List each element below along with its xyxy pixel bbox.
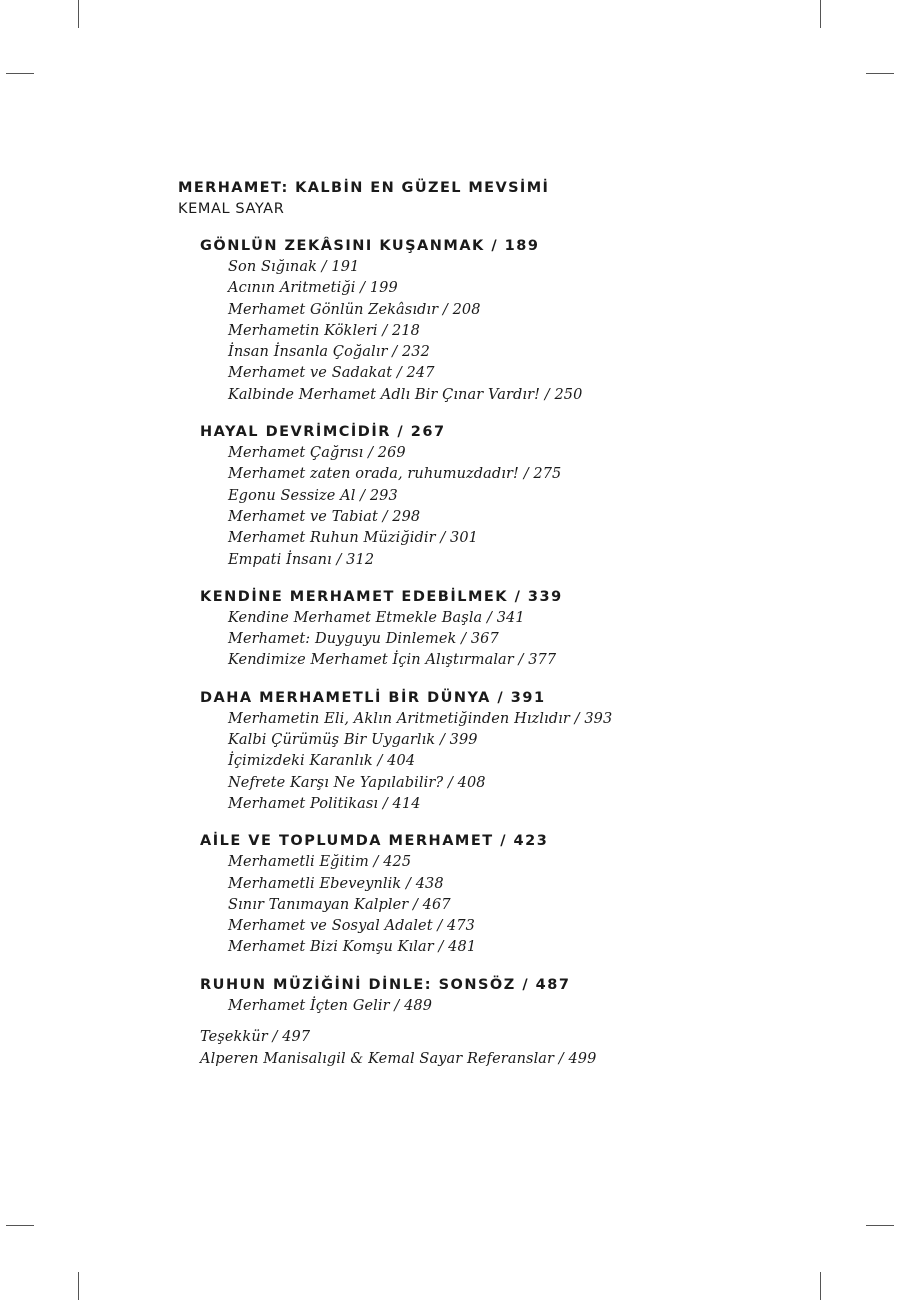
toc-entry: Kalbinde Merhamet Adlı Bir Çınar Vardır! / 250 xyxy=(228,386,583,403)
toc-entry: Empati İnsanı / 312 xyxy=(228,551,375,568)
crop-mark-left-top xyxy=(6,73,34,74)
section-heading: HAYAL DEVRİMCİDİR / 267 xyxy=(200,424,446,441)
toc-entry: Merhamet: Duyguyu Dinlemek / 367 xyxy=(228,631,499,648)
entry-list xyxy=(200,996,858,1017)
section-heading: AİLE VE TOPLUMDA MERHAMET / 423 xyxy=(200,833,549,850)
toc-section xyxy=(200,831,858,958)
entry-list xyxy=(200,608,858,672)
crop-mark-top-right xyxy=(820,0,821,28)
toc-entry: İçimizdeki Karanlık / 404 xyxy=(228,753,416,770)
toc-entry: Egonu Sessize Al / 293 xyxy=(228,487,398,504)
toc-entry: Merhametin Kökleri / 218 xyxy=(228,322,421,339)
toc-entry: Merhamet ve Tabiat / 298 xyxy=(228,508,421,525)
toc-section xyxy=(200,975,858,1017)
section-heading: DAHA MERHAMETLİ BİR DÜNYA / 391 xyxy=(200,689,546,706)
crop-mark-right-top xyxy=(866,73,894,74)
entry-list xyxy=(200,709,858,815)
toc-entry: İnsan İnsanla Çoğalır / 232 xyxy=(228,344,430,361)
toc-entry: Merhametin Eli, Aklın Aritmetiğinden Hızlıdır / 393 xyxy=(228,710,613,727)
toc-entry: Merhamet Bizi Komşu Kılar / 481 xyxy=(228,939,477,956)
toc-section xyxy=(200,422,858,571)
toc-section xyxy=(200,236,858,406)
toc-entry: Merhametli Eğitim / 425 xyxy=(228,854,412,871)
back-matter-entry: Alperen Manisalıgil & Kemal Sayar Referanslar / 499 xyxy=(200,1050,597,1067)
toc-entry: Son Sığınak / 191 xyxy=(228,259,360,275)
toc-entry: Merhametli Ebeveynlik / 438 xyxy=(228,875,444,892)
back-matter-entry: Teşekkür / 497 xyxy=(200,1029,311,1046)
book-author: KEMAL SAYAR xyxy=(178,201,285,217)
toc-entry: Sınır Tanımayan Kalpler / 467 xyxy=(228,896,451,913)
section-heading: RUHUN MÜZİĞİNİ DİNLE: SONSÖZ / 487 xyxy=(200,976,571,993)
toc-entry: Merhamet Çağrısı / 269 xyxy=(228,445,406,462)
toc-entry: Kendimize Merhamet İçin Alıştırmalar / 377 xyxy=(228,652,557,669)
table-of-contents xyxy=(178,178,858,1086)
toc-entry: Merhamet Ruhun Müziğidir / 301 xyxy=(228,530,479,547)
toc-entry: Kendine Merhamet Etmekle Başla / 341 xyxy=(228,609,525,626)
crop-mark-right-bottom xyxy=(866,1225,894,1226)
section-heading: KENDİNE MERHAMET EDEBİLMEK / 339 xyxy=(200,588,563,605)
toc-entry: Merhamet Gönlün Zekâsıdır / 208 xyxy=(228,301,481,318)
crop-mark-top-left xyxy=(78,0,79,28)
toc-entry: Merhamet ve Sosyal Adalet / 473 xyxy=(228,918,476,935)
toc-entry: Merhamet Politikası / 414 xyxy=(228,795,421,812)
section-heading: GÖNLÜN ZEKÂSINI KUŞANMAK / 189 xyxy=(200,238,540,254)
entry-list xyxy=(200,257,858,406)
crop-mark-bottom-left xyxy=(78,1272,79,1300)
entry-list xyxy=(200,852,858,958)
toc-entry: Kalbi Çürümüş Bir Uygarlık / 399 xyxy=(228,732,478,749)
toc-section xyxy=(200,688,858,815)
crop-mark-left-bottom xyxy=(6,1225,34,1226)
toc-entry: Merhamet ve Sadakat / 247 xyxy=(228,365,435,382)
back-matter-list xyxy=(200,1027,858,1070)
toc-entry: Nefrete Karşı Ne Yapılabilir? / 408 xyxy=(228,774,486,791)
crop-mark-bottom-right xyxy=(820,1272,821,1300)
toc-entry: Merhamet zaten orada, ruhumuzdadır! / 275 xyxy=(228,466,562,483)
toc-entry: Acının Aritmetiği / 199 xyxy=(228,280,398,297)
entry-list xyxy=(200,443,858,571)
toc-entry: Merhamet İçten Gelir / 489 xyxy=(228,997,433,1014)
toc-section xyxy=(200,587,858,672)
book-title: MERHAMET: KALBİN EN GÜZEL MEVSİMİ xyxy=(178,180,550,196)
